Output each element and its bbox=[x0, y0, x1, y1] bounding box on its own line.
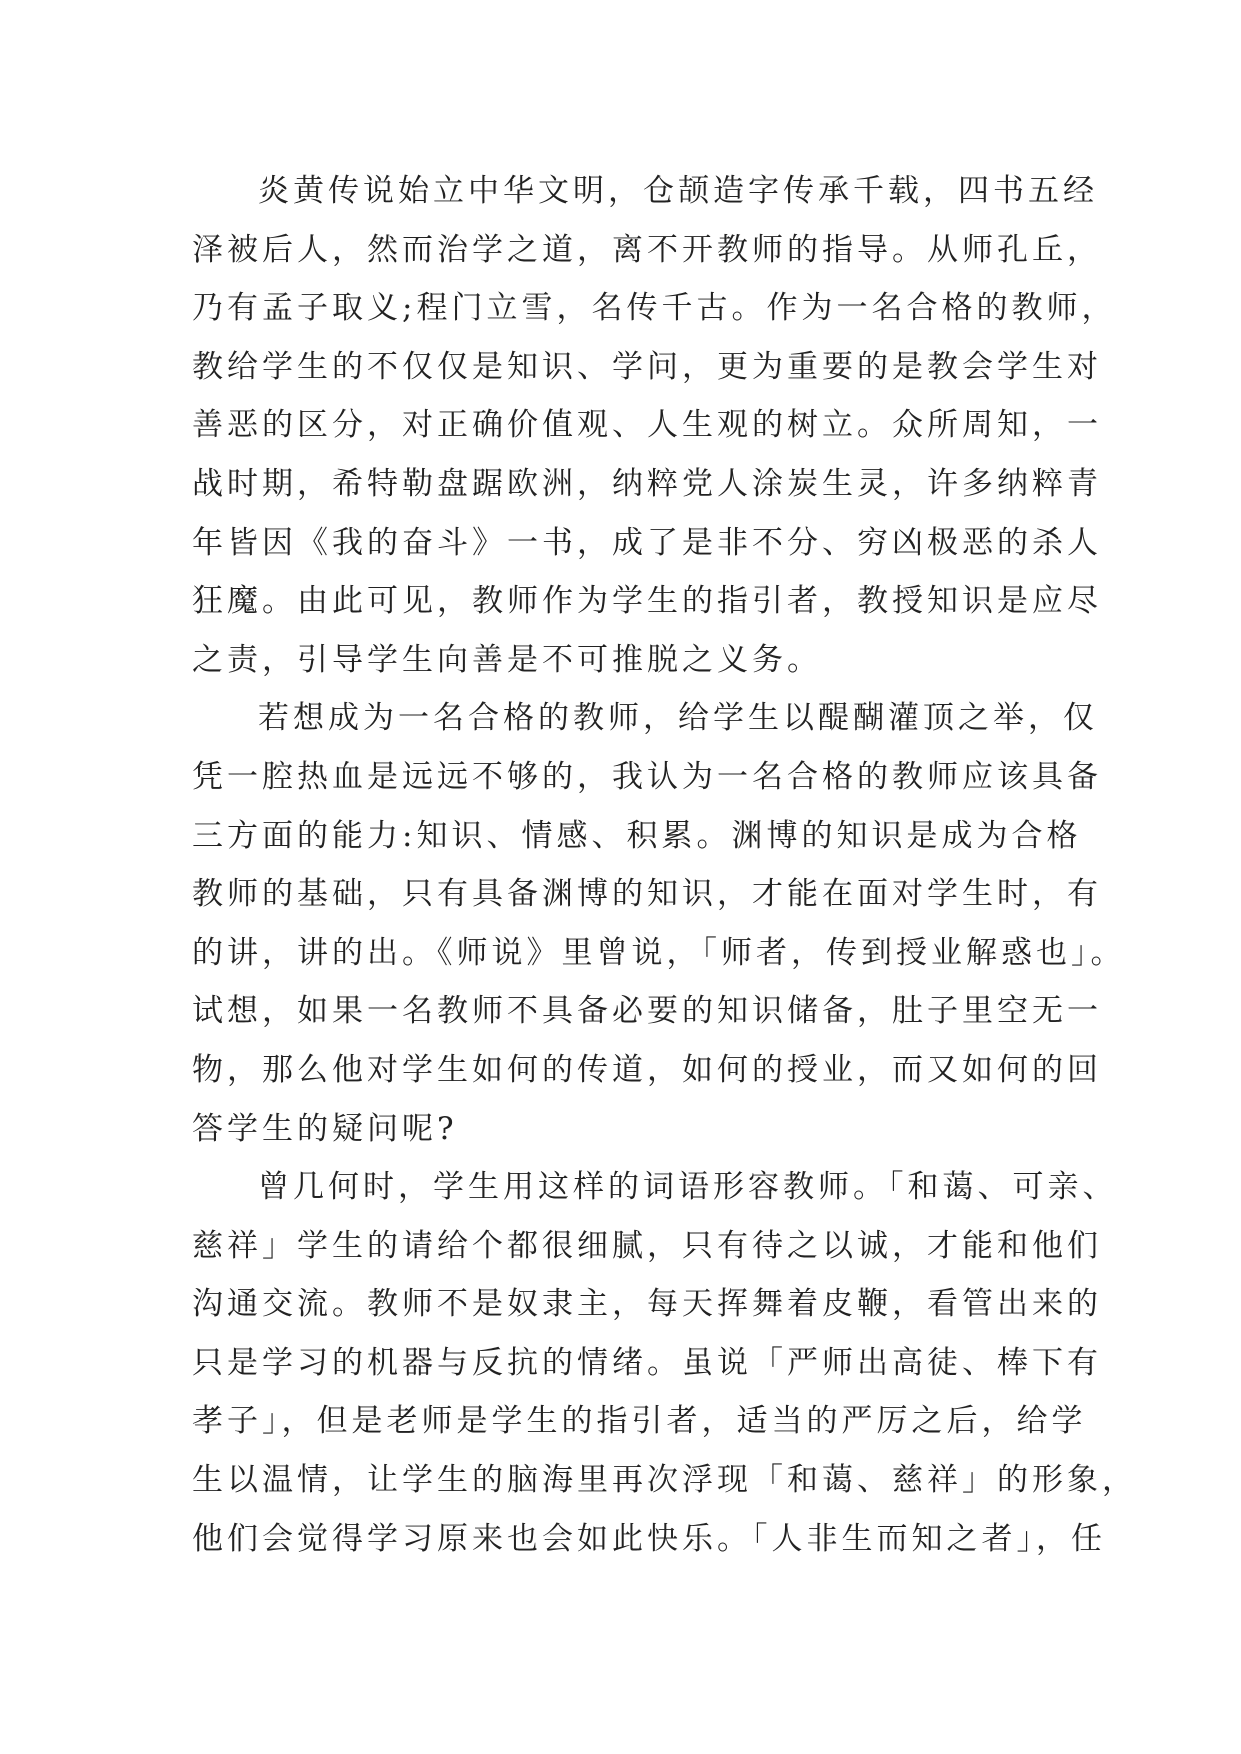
text-line: 乃有孟子取义;程门立雪，名传千古。作为一名合格的教师， bbox=[192, 290, 1117, 327]
text-line: 凭一腔热血是远远不够的，我认为一名合格的教师应该具备 bbox=[192, 758, 1102, 795]
text-line: 炎黄传说始立中华文明，仓颉造字传承千载，四书五经 bbox=[258, 173, 1098, 209]
text-line: 战时期，希特勒盘踞欧洲，纳粹党人涂炭生灵，许多纳粹青 bbox=[192, 465, 1102, 502]
text-line: 教给学生的不仅仅是知识、学问，更为重要的是教会学生对 bbox=[192, 348, 1102, 385]
text-line: 生以温情，让学生的脑海里再次浮现「和蔼、慈祥」的形象， bbox=[192, 1462, 1137, 1499]
text-line: 若想成为一名合格的教师，给学生以醍醐灌顶之举，仅 bbox=[258, 700, 1098, 737]
text-line: 教师的基础，只有具备渊博的知识，才能在面对学生时，有 bbox=[192, 876, 1102, 913]
paragraph-1 bbox=[192, 162, 1117, 689]
text-line: 他们会觉得学习原来也会如此快乐。「人非生而知之者」，任 bbox=[192, 1520, 1106, 1557]
text-line: 善恶的区分，对正确价值观、人生观的树立。众所周知，一 bbox=[192, 407, 1102, 444]
document-body bbox=[192, 162, 1137, 1568]
text-line: 泽被后人，然而治学之道，离不开教师的指导。从师孔丘， bbox=[192, 231, 1102, 268]
text-line: 之责，引导学生向善是不可推脱之义务。 bbox=[192, 641, 822, 678]
paragraph-3 bbox=[192, 1158, 1137, 1568]
text-line: 试想，如果一名教师不具备必要的知识储备，肚子里空无一 bbox=[192, 993, 1102, 1030]
text-line: 年皆因《我的奋斗》一书，成了是非不分、穷凶极恶的杀人 bbox=[192, 524, 1102, 561]
text-line: 物，那么他对学生如何的传道，如何的授业，而又如何的回 bbox=[192, 1051, 1102, 1088]
text-line: 三方面的能力:知识、情感、积累。渊博的知识是成为合格 bbox=[192, 817, 1082, 854]
text-line: 狂魔。由此可见，教师作为学生的指引者，教授知识是应尽 bbox=[192, 583, 1102, 620]
text-line: 答学生的疑问呢? bbox=[192, 1110, 458, 1147]
text-line: 慈祥」学生的请给个都很细腻，只有待之以诚，才能和他们 bbox=[192, 1227, 1102, 1264]
text-line: 曾几何时，学生用这样的词语形容教师。「和蔼、可亲、 bbox=[258, 1169, 1118, 1206]
text-line: 孝子」，但是老师是学生的指引者，适当的严厉之后，给学 bbox=[192, 1403, 1087, 1440]
text-line: 只是学习的机器与反抗的情绪。虽说「严师出高徒、棒下有 bbox=[192, 1344, 1102, 1381]
paragraph-2 bbox=[192, 689, 1126, 1158]
text-line: 的讲，讲的出。《师说》里曾说，「师者，传到授业解惑也」。 bbox=[192, 934, 1126, 971]
text-line: 沟通交流。教师不是奴隶主，每天挥舞着皮鞭，看管出来的 bbox=[192, 1286, 1102, 1323]
